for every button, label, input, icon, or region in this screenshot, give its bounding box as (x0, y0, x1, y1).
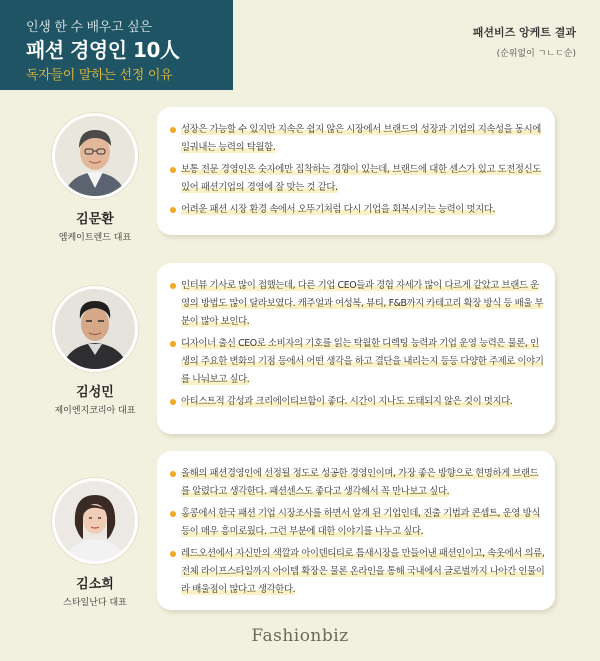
list-item (169, 277, 545, 331)
avatar (52, 286, 138, 372)
avatar (52, 478, 138, 564)
profile-name: 김소희 (76, 577, 114, 592)
reasons-list (169, 465, 545, 599)
fashionbiz-logo: Fashionbiz (251, 626, 349, 646)
reasons-list (169, 121, 545, 219)
profile-kim-moonhwan (40, 113, 150, 243)
list-item (169, 393, 545, 411)
list-item (169, 121, 545, 157)
survey-note: (순위없이 ㄱㄴㄷ순) (496, 49, 576, 59)
list-item (169, 505, 545, 541)
list-item (169, 161, 545, 197)
profile-kim-sohee (40, 478, 150, 608)
person-portrait-icon (55, 481, 135, 561)
reason-text: 디자이너 출신 CEO로 소비자의 기호를 읽는 탁월한 디렉팅 능력과 기업 운영 능력은 물론, 인생의 주요한 변화의 기점 등에서 어떤 생각을 하고 결단을 내리는지 등등 다양한 주제로 이야기를 나눠보고 싶다. (181, 338, 544, 385)
reasons-card-kim-sohee (157, 451, 555, 610)
person-portrait-icon (55, 116, 135, 196)
person-portrait-icon (55, 289, 135, 369)
profile-role: 스타일난다 대표 (63, 598, 127, 608)
reason-text: 어려운 패션 시장 환경 속에서 오뚜기처럼 다시 기업을 회복시키는 능력이 멋지다. (181, 204, 496, 215)
list-item (169, 201, 545, 219)
reason-text: 홍콩에서 한국 패션 기업 시장조사를 하면서 알게 된 기업인데, 진출 기법과 콘셉트, 운영 방식 등이 매우 흥미로웠다. 그런 부분에 대한 이야기를 나누고 싶다. (181, 508, 540, 537)
reason-text: 성장은 가능할 수 있지만 지속은 쉽지 않은 시장에서 브랜드의 성장과 기업의 지속성을 동시에 일궈내는 능력의 탁월함. (181, 124, 541, 153)
survey-info (473, 24, 576, 59)
header-box (0, 0, 233, 90)
header-kicker: 인생 한 수 배우고 싶은 (26, 20, 152, 35)
reason-text: 아티스트적 감성과 크리에이티브함이 좋다. 시간이 지나도 도태되지 않은 것이 멋지다. (181, 396, 513, 407)
header-subtitle: 독자들이 말하는 선정 이유 (26, 68, 173, 83)
list-item (169, 335, 545, 389)
reason-text: 인터뷰 기사로 많이 접했는데, 다른 기업 CEO들과 경험 자세가 많이 다르게 같았고 브랜드 운영의 방법도 많이 달라보였다. 캐주얼과 여성복, 뷰티, F&B까지 카테고리 확장 방식 등 배울 부분이 많아 보인다. (181, 280, 544, 327)
list-item (169, 465, 545, 501)
reason-text: 보통 전문 경영인은 숫자에만 집착하는 경향이 있는데, 브랜드에 대한 센스가 있고 도전정신도 있어 패션기업의 경영에 잘 맞는 것 같다. (181, 164, 541, 193)
profile-name: 김성민 (76, 385, 114, 400)
page-title: 패션 경영인 10人 (26, 38, 180, 62)
reasons-card-kim-sungmin (157, 263, 555, 434)
profile-name: 김문환 (76, 212, 114, 227)
avatar (52, 113, 138, 199)
profile-kim-sungmin (40, 286, 150, 416)
survey-title: 패션비즈 앙케트 결과 (472, 26, 576, 39)
list-item (169, 545, 545, 599)
reason-text: 레드오션에서 자신만의 색깔과 아이덴티티로 틈새시장을 만들어낸 패션인이고, 속옷에서 의류, 전체 라이프스타일까지 아이템 확장은 물론 온라인을 통해 국내에서 글로벌까지 나아간 인물이라 배울점이 많다고 생각한다. (181, 548, 545, 595)
reason-text: 올해의 패션경영인에 선정될 정도로 성공한 경영인이며, 가장 좋은 방향으로 현명하게 브랜드를 알렸다고 생각한다. 패션센스도 좋다고 생각해서 꼭 만나보고 싶다. (181, 468, 539, 497)
profile-role: 제이엔지코리아 대표 (54, 406, 136, 416)
profile-role: 엠케이트렌드 대표 (58, 233, 132, 243)
reasons-list (169, 277, 545, 411)
reasons-card-kim-moonhwan (157, 107, 555, 235)
